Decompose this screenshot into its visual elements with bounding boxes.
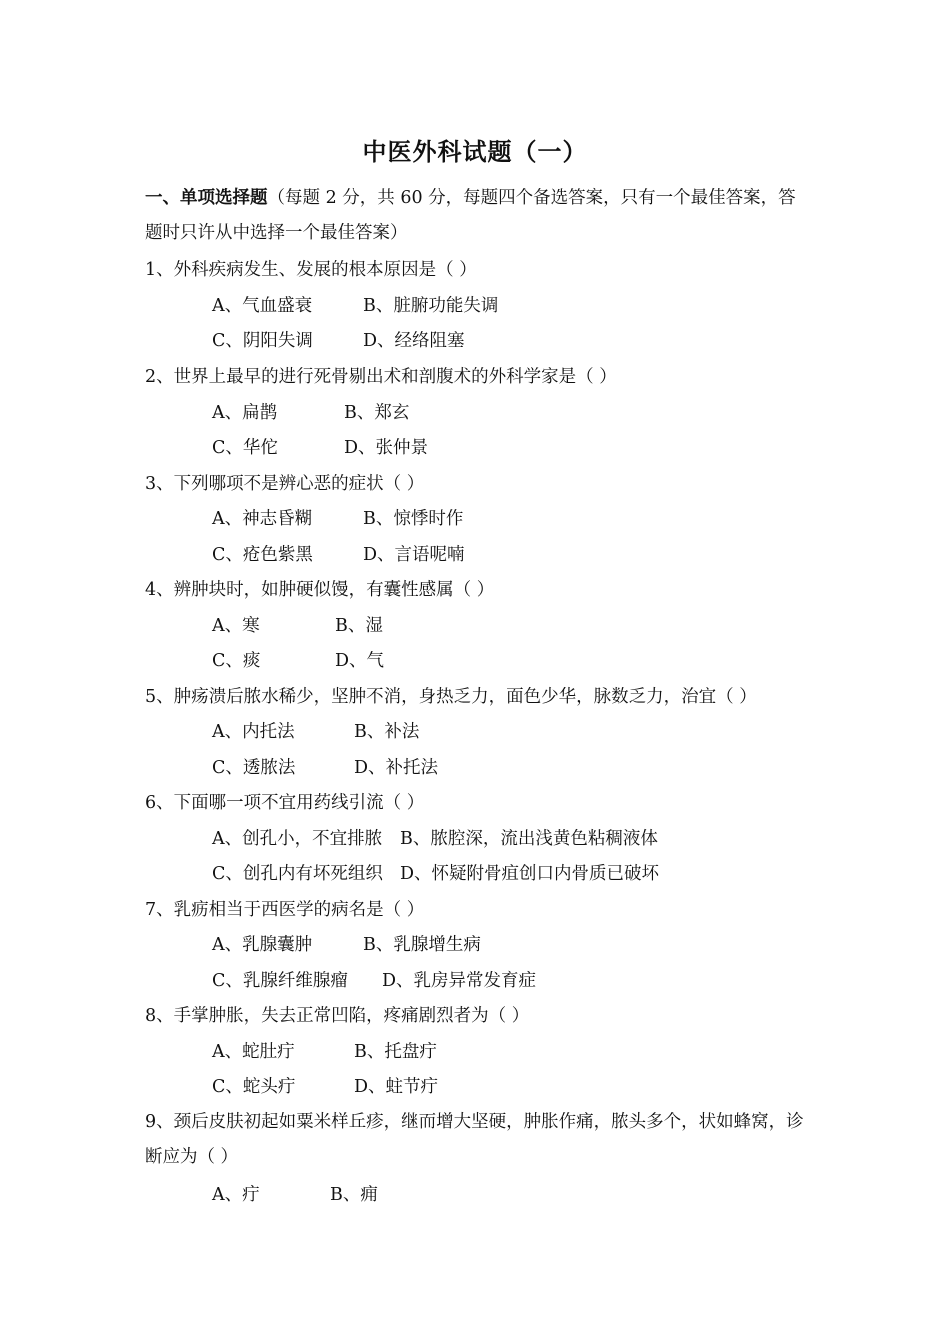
option-row bbox=[212, 401, 409, 425]
option-row bbox=[212, 649, 384, 673]
option: D、言语呢喃 bbox=[363, 545, 465, 565]
option-row bbox=[212, 756, 438, 780]
option: C、蛇头疔 bbox=[212, 1077, 296, 1097]
option: B、湿 bbox=[335, 616, 383, 636]
option: A、扁鹊 bbox=[212, 403, 278, 423]
option: D、乳房异常发育症 bbox=[382, 971, 537, 991]
option: C、华佗 bbox=[212, 438, 278, 458]
option-row bbox=[212, 614, 383, 638]
option: B、惊悸时作 bbox=[363, 509, 464, 529]
option: A、创孔小，不宜排脓 bbox=[212, 829, 383, 849]
question-stem: 4、辨肿块时，如肿硬似馒，有囊性感属（ ） bbox=[145, 580, 495, 600]
option: A、疔 bbox=[212, 1185, 260, 1205]
option: A、蛇肚疔 bbox=[212, 1042, 295, 1062]
option: D、张仲景 bbox=[344, 438, 429, 458]
section-instruction: （每题 2 分，共 60 分，每题四个备选答案，只有一个最佳答案，答题时只许从中选择一个最佳答案） bbox=[145, 188, 796, 243]
option: B、脏腑功能失调 bbox=[363, 296, 499, 316]
question-stem: 1、外科疾病发生、发展的根本原因是（ ） bbox=[145, 260, 477, 280]
option-row bbox=[212, 507, 463, 531]
option: D、补托法 bbox=[354, 758, 439, 778]
option: C、创孔内有坏死组织 bbox=[212, 864, 383, 884]
option: D、蛀节疔 bbox=[354, 1077, 439, 1097]
option: C、透脓法 bbox=[212, 758, 296, 778]
option: B、托盘疔 bbox=[354, 1042, 437, 1062]
option-row bbox=[212, 827, 658, 851]
option: D、气 bbox=[335, 651, 385, 671]
section-heading bbox=[145, 181, 813, 251]
option: C、痰 bbox=[212, 651, 261, 671]
option-row bbox=[212, 543, 465, 567]
option: A、寒 bbox=[212, 616, 260, 636]
question-stem: 9、颈后皮肤初起如粟米样丘疹，继而增大坚硬，肿胀作痛，脓头多个，状如蜂窝，诊断应为（ ） bbox=[145, 1112, 804, 1167]
option: A、气血盛衰 bbox=[212, 296, 313, 316]
option: D、怀疑附骨疽创口内骨质已破坏 bbox=[400, 864, 660, 884]
option: B、痈 bbox=[330, 1185, 378, 1205]
option: A、内托法 bbox=[212, 722, 295, 742]
option-row bbox=[212, 329, 465, 353]
option-row bbox=[212, 436, 428, 460]
option-row bbox=[212, 1040, 437, 1064]
option: C、乳腺纤维腺瘤 bbox=[212, 971, 348, 991]
option-row bbox=[212, 969, 536, 993]
option: B、乳腺增生病 bbox=[363, 935, 481, 955]
option-row bbox=[212, 1183, 378, 1207]
option: B、脓腔深，流出浅黄色粘稠液体 bbox=[400, 829, 658, 849]
question-stem: 3、下列哪项不是辨心恶的症状（ ） bbox=[145, 474, 425, 494]
option-row bbox=[212, 862, 659, 886]
option: B、补法 bbox=[354, 722, 420, 742]
option: A、神志昏糊 bbox=[212, 509, 313, 529]
option: C、阴阳失调 bbox=[212, 331, 313, 351]
question-stem: 5、肿疡溃后脓水稀少，坚肿不消，身热乏力，面色少华，脉数乏力，治宜（ ） bbox=[145, 687, 757, 707]
page-title: 中医外科试题（一） bbox=[362, 137, 588, 166]
option: C、疮色紫黑 bbox=[212, 545, 313, 565]
question-stem: 6、下面哪一项不宜用药线引流（ ） bbox=[145, 793, 425, 813]
section-title: 一、单项选择题 bbox=[145, 188, 268, 208]
option-row bbox=[212, 1075, 438, 1099]
question-stem: 7、乳疬相当于西医学的病名是（ ） bbox=[145, 900, 425, 920]
option-row bbox=[212, 933, 481, 957]
option: B、郑玄 bbox=[344, 403, 410, 423]
question-stem: 2、世界上最早的进行死骨剔出术和剖腹术的外科学家是（ ） bbox=[145, 367, 617, 387]
option: A、乳腺囊肿 bbox=[212, 935, 313, 955]
question-stem: 8、手掌肿胀，失去正常凹陷，疼痛剧烈者为（ ） bbox=[145, 1006, 530, 1026]
option: D、经络阻塞 bbox=[363, 331, 465, 351]
option-row bbox=[212, 720, 419, 744]
option-row bbox=[212, 294, 498, 318]
